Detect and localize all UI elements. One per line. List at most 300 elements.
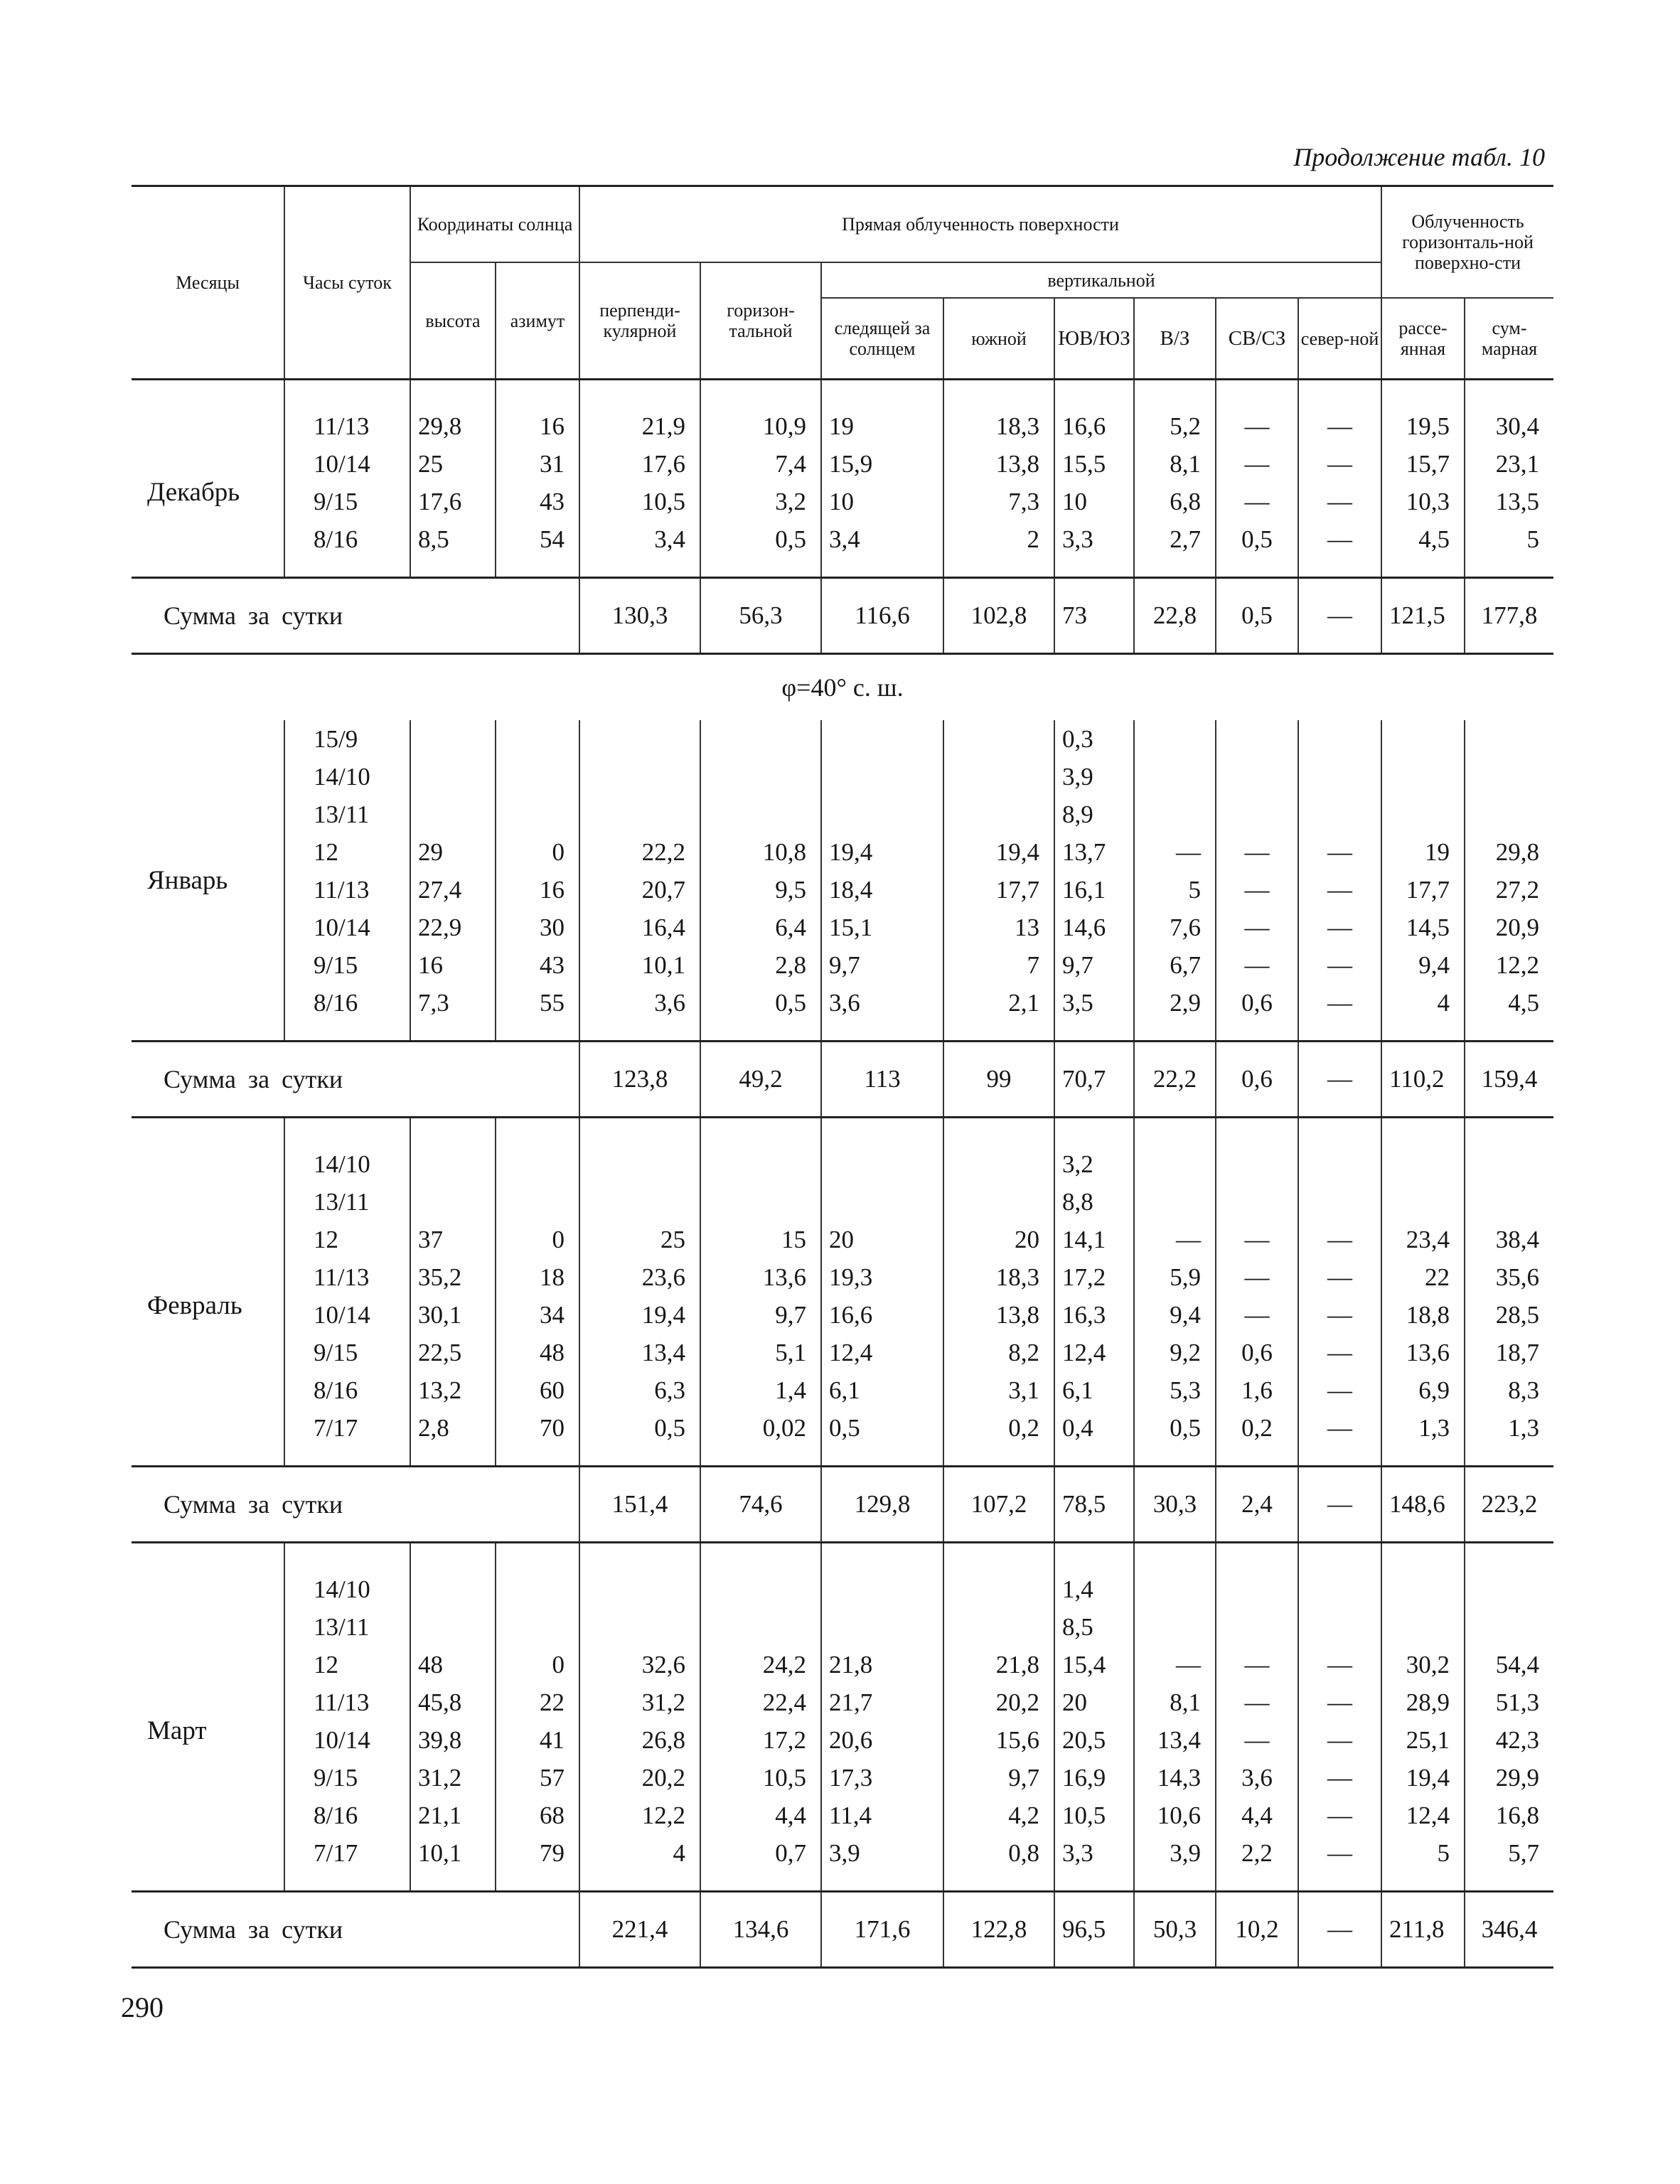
table-cell: 6,9 (1381, 1371, 1465, 1409)
table-row (132, 1334, 1553, 1371)
table-cell: 0,7 (700, 1834, 821, 1872)
spacer-cell (821, 1872, 943, 1892)
table-cell: 21,1 (410, 1797, 496, 1834)
table-cell: 13,6 (700, 1258, 821, 1296)
spacer-cell (1381, 380, 1465, 408)
table-cell: 0,6 (1216, 984, 1298, 1022)
sum-cell: 0,5 (1216, 578, 1298, 654)
table-row (132, 1834, 1553, 1872)
table-cell: 16,3 (1054, 1296, 1134, 1334)
table-cell (496, 1183, 579, 1221)
sum-label: Сумма за сутки (132, 1042, 579, 1118)
table-cell (821, 758, 943, 796)
table-cell (1298, 796, 1381, 833)
table-cell: — (1216, 407, 1298, 445)
spacer-cell (1465, 380, 1553, 408)
table-cell: 20,2 (943, 1684, 1054, 1721)
table-cell: 0,4 (1054, 1409, 1134, 1447)
table-cell: 54 (496, 520, 579, 558)
sum-cell: 151,4 (579, 1467, 700, 1543)
spacer-cell (579, 1022, 700, 1042)
table-cell (579, 796, 700, 833)
spacer-cell (821, 1022, 943, 1042)
sum-cell: 134,6 (700, 1892, 821, 1968)
table-row (132, 1797, 1553, 1834)
table-cell (700, 1570, 821, 1608)
table-cell: 10 (1054, 483, 1134, 520)
table-cell: 45,8 (410, 1684, 496, 1721)
sum-label: Сумма за сутки (132, 578, 579, 654)
table-cell (1216, 758, 1298, 796)
table-cell: 8/16 (284, 1797, 410, 1834)
table-cell: 42,3 (1465, 1721, 1553, 1759)
table-row (132, 483, 1553, 520)
table-cell: — (1298, 1721, 1381, 1759)
table-cell (1134, 1183, 1216, 1221)
spacer-cell (579, 1872, 700, 1892)
spacer-cell (821, 1447, 943, 1467)
sum-cell: 50,3 (1134, 1892, 1216, 1968)
header-diffuse: рассе-янная (1381, 298, 1465, 380)
table-cell: 1,6 (1216, 1371, 1298, 1409)
table-cell: 12,2 (579, 1797, 700, 1834)
sum-cell: — (1298, 1892, 1381, 1968)
spacer-cell (700, 380, 821, 408)
table-cell (1216, 1183, 1298, 1221)
table-cell (943, 1183, 1054, 1221)
table-cell: 16,6 (821, 1296, 943, 1334)
irradiance-table (132, 185, 1553, 1969)
sum-cell: 102,8 (943, 578, 1054, 654)
spacer-cell (132, 1118, 284, 1146)
table-cell: — (1298, 1334, 1381, 1371)
table-cell: — (1298, 871, 1381, 909)
table-row (132, 1296, 1553, 1334)
sum-cell: 73 (1054, 578, 1134, 654)
table-cell (1216, 796, 1298, 833)
spacer-cell (496, 1447, 579, 1467)
table-cell (410, 720, 496, 758)
table-cell: 13,4 (579, 1334, 700, 1371)
spacer-cell (700, 1118, 821, 1146)
table-cell: 4,5 (1465, 984, 1553, 1022)
table-cell: 35,2 (410, 1258, 496, 1296)
table-cell: — (1298, 1409, 1381, 1447)
table-cell: 3,9 (1134, 1834, 1216, 1872)
spacer-cell (700, 1543, 821, 1571)
table-cell: — (1134, 1221, 1216, 1258)
sum-cell: 116,6 (821, 578, 943, 654)
table-cell: 32,6 (579, 1646, 700, 1684)
table-cell: 28,5 (1465, 1296, 1553, 1334)
table-row (132, 796, 1553, 833)
sum-cell: 110,2 (1381, 1042, 1465, 1118)
table-cell: — (1298, 1646, 1381, 1684)
table-cell: 1,3 (1381, 1409, 1465, 1447)
table-row (132, 1371, 1553, 1409)
sum-cell: 123,8 (579, 1042, 700, 1118)
table-cell (496, 720, 579, 758)
table-cell (1298, 1570, 1381, 1608)
table-cell: 51,3 (1465, 1684, 1553, 1721)
table-cell: 0,5 (821, 1409, 943, 1447)
table-cell: 29,8 (410, 407, 496, 445)
table-cell: 12 (284, 1646, 410, 1684)
spacer-cell (943, 380, 1054, 408)
table-cell (579, 1608, 700, 1646)
table-cell (1134, 758, 1216, 796)
spacer-cell (496, 1022, 579, 1042)
table-cell: 7,6 (1134, 909, 1216, 946)
month-name: Март (147, 1715, 207, 1745)
spacer-cell (821, 1118, 943, 1146)
table-cell: 7/17 (284, 1834, 410, 1872)
table-cell: 13,2 (410, 1371, 496, 1409)
table-cell: 17,6 (579, 445, 700, 483)
table-cell: 10/14 (284, 1296, 410, 1334)
table-cell: 2,8 (700, 946, 821, 984)
table-cell (943, 720, 1054, 758)
table-cell: 23,6 (579, 1258, 700, 1296)
sum-row (132, 578, 1553, 654)
table-cell: 11/13 (284, 871, 410, 909)
table-row (132, 1721, 1553, 1759)
table-cell (1216, 720, 1298, 758)
table-cell: 2,9 (1134, 984, 1216, 1022)
table-cell: 1,4 (700, 1371, 821, 1409)
table-cell: 3,2 (1054, 1145, 1134, 1183)
table-cell: — (1216, 871, 1298, 909)
spacer-cell (132, 380, 284, 408)
table-cell: 0 (496, 833, 579, 871)
table-row (132, 1646, 1553, 1684)
table-cell: 9,4 (1134, 1296, 1216, 1334)
table-cell: — (1216, 1221, 1298, 1258)
table-cell: — (1216, 1258, 1298, 1296)
table-row (132, 1145, 1553, 1183)
table-cell (943, 1608, 1054, 1646)
table-cell (943, 1570, 1054, 1608)
table-cell: 29,9 (1465, 1759, 1553, 1797)
table-cell: 19 (821, 407, 943, 445)
table-cell (700, 758, 821, 796)
spacer-cell (1216, 1447, 1298, 1467)
table-cell: 13/11 (284, 1608, 410, 1646)
table-cell: 22,4 (700, 1684, 821, 1721)
table-cell: 14/10 (284, 1570, 410, 1608)
sum-cell: 148,6 (1381, 1467, 1465, 1543)
table-cell (410, 796, 496, 833)
table-cell: 6,7 (1134, 946, 1216, 984)
table-cell (579, 1570, 700, 1608)
spacer-cell (1381, 1543, 1465, 1571)
table-cell (410, 1570, 496, 1608)
table-cell: 14/10 (284, 1145, 410, 1183)
sum-cell: 78,5 (1054, 1467, 1134, 1543)
table-cell (496, 1608, 579, 1646)
table-row (132, 871, 1553, 909)
header-ne-nw: СВ/СЗ (1216, 298, 1298, 380)
table-cell: 3,4 (821, 520, 943, 558)
table-cell: 5,7 (1465, 1834, 1553, 1872)
table-cell (821, 796, 943, 833)
spacer-cell (1298, 1872, 1381, 1892)
table-cell: 14,6 (1054, 909, 1134, 946)
table-cell: 13,5 (1465, 483, 1553, 520)
table-cell: 0,8 (943, 1834, 1054, 1872)
table-cell: 8,5 (1054, 1608, 1134, 1646)
table-cell (410, 1145, 496, 1183)
table-cell: 0,5 (700, 984, 821, 1022)
spacer-cell (1134, 1022, 1216, 1042)
spacer-cell (700, 1872, 821, 1892)
table-cell: 3,9 (821, 1834, 943, 1872)
table-cell: 19,4 (1381, 1759, 1465, 1797)
table-cell: 9,7 (1054, 946, 1134, 984)
table-row (132, 520, 1553, 558)
page-number: 290 (121, 1991, 164, 2023)
table-cell: — (1216, 445, 1298, 483)
spacer-cell (284, 1118, 410, 1146)
table-cell: 25 (410, 445, 496, 483)
table-cell: 20,2 (579, 1759, 700, 1797)
table-cell: 3,2 (700, 483, 821, 520)
table-cell: 68 (496, 1797, 579, 1834)
table-cell (700, 720, 821, 758)
sum-cell: 130,3 (579, 578, 700, 654)
table-cell: 30,1 (410, 1296, 496, 1334)
table-cell: 0 (496, 1646, 579, 1684)
spacer-cell (1381, 1022, 1465, 1042)
table-cell: 15,1 (821, 909, 943, 946)
table-cell: 13,7 (1054, 833, 1134, 871)
spacer-cell (579, 1543, 700, 1571)
table-cell: 79 (496, 1834, 579, 1872)
table-cell: — (1134, 833, 1216, 871)
spacer-cell (1381, 558, 1465, 578)
table-cell: 5,3 (1134, 1371, 1216, 1409)
table-cell (943, 1145, 1054, 1183)
spacer-cell (700, 1447, 821, 1467)
table-cell: 13/11 (284, 796, 410, 833)
table-cell: 10,9 (700, 407, 821, 445)
table-cell (943, 796, 1054, 833)
table-cell: 3,6 (821, 984, 943, 1022)
table-cell: 18,3 (943, 407, 1054, 445)
spacer-cell (579, 380, 700, 408)
table-cell (410, 1183, 496, 1221)
spacer-cell (1054, 1872, 1134, 1892)
table-cell: 22 (1381, 1258, 1465, 1296)
spacer-cell (1054, 380, 1134, 408)
spacer-cell (1216, 380, 1298, 408)
spacer-cell (1298, 1543, 1381, 1571)
table-cell: 20 (821, 1221, 943, 1258)
table-cell (1381, 758, 1465, 796)
spacer-cell (1216, 1118, 1298, 1146)
table-cell: 4 (579, 1834, 700, 1872)
table-cell: 10,5 (1054, 1797, 1134, 1834)
spacer-cell (1134, 1872, 1216, 1892)
table-cell: 5 (1465, 520, 1553, 558)
table-cell: 16 (496, 871, 579, 909)
table-cell: — (1298, 1371, 1381, 1409)
table-cell: 16,8 (1465, 1797, 1553, 1834)
sum-cell: — (1298, 1467, 1381, 1543)
table-cell: 19,3 (821, 1258, 943, 1296)
table-cell: 23,4 (1381, 1221, 1465, 1258)
sum-cell: 0,6 (1216, 1042, 1298, 1118)
table-cell (579, 1183, 700, 1221)
table-cell (1298, 720, 1381, 758)
sum-cell: 177,8 (1465, 578, 1553, 654)
table-cell (1465, 720, 1553, 758)
table-cell: 10,8 (700, 833, 821, 871)
table-cell: 28,9 (1381, 1684, 1465, 1721)
table-cell (496, 1145, 579, 1183)
table-cell: 25 (579, 1221, 700, 1258)
month-name: Декабрь (147, 477, 240, 507)
table-cell (410, 758, 496, 796)
table-cell (1465, 1183, 1553, 1221)
table-cell: 3,6 (579, 984, 700, 1022)
header-horiz-irradiance: Облученность горизонталь-ной поверхно-сти (1381, 186, 1553, 299)
table-cell: — (1216, 1721, 1298, 1759)
table-cell: 12 (284, 833, 410, 871)
table-cell: 13,8 (943, 445, 1054, 483)
table-row (132, 833, 1553, 871)
spacer-cell (943, 1022, 1054, 1042)
table-cell: 8,1 (1134, 445, 1216, 483)
table-cell: 19,4 (821, 833, 943, 871)
table-cell (1465, 796, 1553, 833)
table-cell: 12 (284, 1221, 410, 1258)
table-cell: 12,2 (1465, 946, 1553, 984)
table-cell: 60 (496, 1371, 579, 1409)
table-cell: 35,6 (1465, 1258, 1553, 1296)
table-cell: 37 (410, 1221, 496, 1258)
table-cell: 31,2 (579, 1684, 700, 1721)
table-cell: 8,5 (410, 520, 496, 558)
header-sun-coords: Координаты солнца (410, 186, 579, 263)
table-cell: 2,1 (943, 984, 1054, 1022)
table-cell: 19 (1381, 833, 1465, 871)
table-cell: 3,5 (1054, 984, 1134, 1022)
spacer-cell (1216, 1872, 1298, 1892)
table-cell (1134, 1570, 1216, 1608)
table-cell: — (1134, 1646, 1216, 1684)
spacer-cell (410, 1872, 496, 1892)
table-cell: 22 (496, 1684, 579, 1721)
table-cell: — (1298, 483, 1381, 520)
latitude-label: φ=40° с. ш. (781, 673, 904, 702)
table-cell: 19,4 (579, 1296, 700, 1334)
table-cell: 17,3 (821, 1759, 943, 1797)
table-cell: — (1216, 1296, 1298, 1334)
header-hours: Часы суток (284, 186, 410, 380)
table-cell: 5,9 (1134, 1258, 1216, 1296)
table-cell: 3,1 (943, 1371, 1054, 1409)
sum-cell: 211,8 (1381, 1892, 1465, 1968)
table-cell: — (1216, 909, 1298, 946)
table-cell: — (1298, 1258, 1381, 1296)
table-cell: 9,4 (1381, 946, 1465, 984)
table-cell: 22,5 (410, 1334, 496, 1371)
spacer-cell (943, 1543, 1054, 1571)
table-cell: 18,4 (821, 871, 943, 909)
table-cell (1216, 1608, 1298, 1646)
table-cell (700, 796, 821, 833)
spacer-cell (132, 1543, 284, 1571)
sum-cell: 2,4 (1216, 1467, 1298, 1543)
table-cell: 30,4 (1465, 407, 1553, 445)
spacer-cell (1216, 1543, 1298, 1571)
sum-cell: 113 (821, 1042, 943, 1118)
table-cell: 5 (1134, 871, 1216, 909)
spacer-cell (1054, 1118, 1134, 1146)
table-cell: 2,2 (1216, 1834, 1298, 1872)
spacer-cell (821, 380, 943, 408)
table-cell (1134, 1145, 1216, 1183)
table-cell: 20 (1054, 1684, 1134, 1721)
table-cell: 0,5 (579, 1409, 700, 1447)
table-row (132, 1608, 1553, 1646)
table-cell (700, 1145, 821, 1183)
table-row (132, 1183, 1553, 1221)
table-cell: 20,7 (579, 871, 700, 909)
spacer-cell (284, 1872, 410, 1892)
table-cell: 43 (496, 483, 579, 520)
table-cell (1134, 796, 1216, 833)
spacer-cell (1465, 1543, 1553, 1571)
table-cell: 3,4 (579, 520, 700, 558)
table-cell: 54,4 (1465, 1646, 1553, 1684)
table-cell: — (1298, 909, 1381, 946)
table-cell: — (1298, 946, 1381, 984)
table-cell: 4,2 (943, 1797, 1054, 1834)
table-cell: 1,3 (1465, 1409, 1553, 1447)
table-cell: 10/14 (284, 445, 410, 483)
spacer-cell (1465, 1118, 1553, 1146)
table-cell (1381, 1570, 1465, 1608)
table-cell: 16,9 (1054, 1759, 1134, 1797)
table-cell: 10,5 (579, 483, 700, 520)
table-cell: 70 (496, 1409, 579, 1447)
table-cell: 16,1 (1054, 871, 1134, 909)
table-cell: 25,1 (1381, 1721, 1465, 1759)
table-cell: — (1298, 1797, 1381, 1834)
table-cell: 20,6 (821, 1721, 943, 1759)
spacer-cell (410, 1118, 496, 1146)
sum-cell: 99 (943, 1042, 1054, 1118)
spacer-cell (1216, 558, 1298, 578)
table-cell: 15,4 (1054, 1646, 1134, 1684)
spacer-cell (410, 1447, 496, 1467)
table-cell: 3,6 (1216, 1759, 1298, 1797)
spacer-cell (1054, 1543, 1134, 1571)
table-row (132, 946, 1553, 984)
table-cell: 22,2 (579, 833, 700, 871)
table-cell: — (1216, 1684, 1298, 1721)
table-cell: 0,5 (700, 520, 821, 558)
header-se-sw: ЮВ/ЮЗ (1054, 298, 1134, 380)
table-cell: 17,7 (943, 871, 1054, 909)
table-cell: 4 (1381, 984, 1465, 1022)
table-cell: 20,9 (1465, 909, 1553, 946)
table-cell: 48 (410, 1646, 496, 1684)
spacer-cell (410, 1022, 496, 1042)
table-cell: 23,1 (1465, 445, 1553, 483)
